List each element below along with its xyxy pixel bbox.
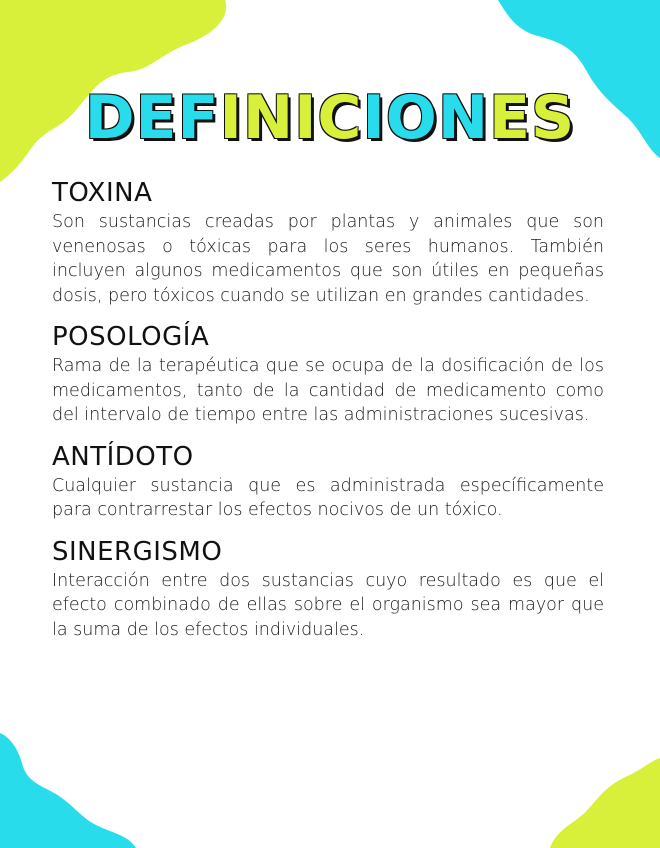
definitions-list xyxy=(52,176,604,654)
term-heading: POSOLOGÍA xyxy=(52,322,210,352)
title-letter: N xyxy=(437,83,490,153)
title-letter: E xyxy=(489,83,532,153)
entry-antidoto xyxy=(52,440,604,523)
term-heading: SINERGISMO xyxy=(52,536,223,567)
definition-text: Cualquier sustancia que es administrada específicamente para contrarrestar los efectos nocivos de un tóxico. xyxy=(52,475,604,520)
title-letter: C xyxy=(317,83,363,153)
entry-posologia xyxy=(52,320,604,428)
title-letter: N xyxy=(242,83,295,153)
cyan-blob-bottom-left xyxy=(0,733,140,848)
definition-text: Rama de la terapéutica que se ocupa de la dosificación de los medicamentos, tanto de la cantidad de medicamento como del intervalo de tiempo entre las administraciones sucesivas. xyxy=(52,356,604,425)
entry-toxina xyxy=(52,176,604,308)
title-letter: I xyxy=(362,83,386,153)
definition-text: Son sustancias creadas por plantas y animales que son venenosas o tóxicas para los seres humanos. También incluyen algunos medicamentos que son útiles en pequeñas dosis, pero tóxicos cuando se utilizan en grandes cantidades. xyxy=(52,212,604,306)
title-letter: E xyxy=(135,83,178,153)
title-letter: I xyxy=(294,83,318,153)
title-letter: I xyxy=(219,83,243,153)
term-heading: ANTÍDOTO xyxy=(52,441,194,472)
title-letter: O xyxy=(385,83,438,153)
definition-text: Interacción entre dos sustancias cuyo resultado es que el efecto combinado de ellas sobre el organismo sea mayor que la suma de los efectos individuales. xyxy=(52,570,604,640)
title-letter: D xyxy=(84,83,136,153)
title-letter: F xyxy=(177,83,220,153)
title-letter: S xyxy=(531,83,576,153)
page-title xyxy=(0,82,660,154)
entry-sinergismo xyxy=(52,535,604,643)
lime-blob-bottom-right xyxy=(550,758,660,848)
term-heading: TOXINA xyxy=(52,178,153,208)
